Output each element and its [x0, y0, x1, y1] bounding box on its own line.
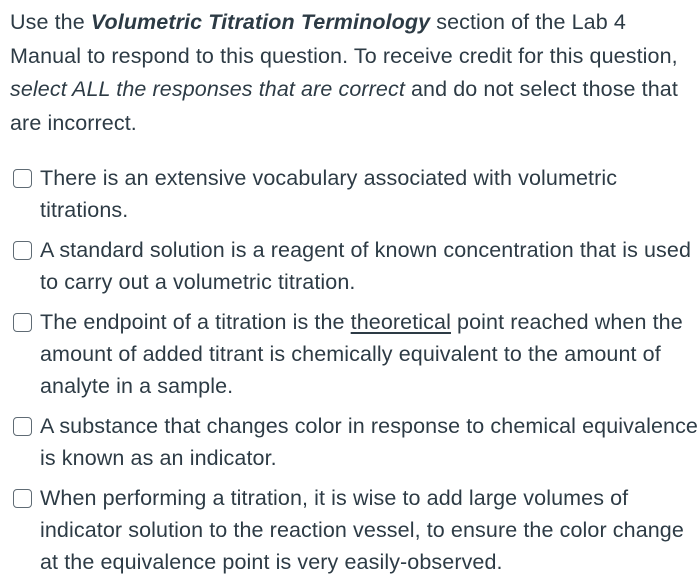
answer-option-4[interactable] [10, 410, 700, 474]
question-prompt [10, 6, 690, 140]
answer-checkbox-5[interactable] [13, 489, 32, 508]
question-instruction: select ALL the responses that are correct [10, 77, 405, 101]
question-section-name: Volumetric Titration Terminology [90, 10, 431, 34]
answer-option-3[interactable] [10, 306, 700, 402]
answer-label-1[interactable]: There is an extensive vocabulary associated with volumetric titrations. [40, 166, 618, 222]
answer-label-3-before: The endpoint of a titration is the [40, 310, 351, 334]
answer-option-1[interactable] [10, 162, 700, 226]
answer-label-3-after: point reached when the amount of added titrant is chemically equivalent to the amount of analyte in a sample. [40, 310, 683, 398]
answer-label-2[interactable]: A standard solution is a reagent of known concentration that is used to carry out a volumetric titration. [40, 238, 692, 294]
answer-option-5[interactable] [10, 482, 700, 578]
answer-label-3[interactable] [40, 306, 700, 402]
answer-label-4[interactable]: A substance that changes color in response to chemical equivalence is known as an indicator. [40, 414, 698, 470]
question-text-part3: and do not select those that are incorrect. [10, 77, 678, 135]
answer-checkbox-4[interactable] [13, 417, 32, 436]
answer-checkbox-1[interactable] [13, 169, 32, 188]
answer-checkbox-3[interactable] [13, 313, 32, 332]
answer-checkbox-2[interactable] [13, 241, 32, 260]
question-text-part1: Use the [10, 10, 91, 34]
answer-label-3-underlined: theoretical [350, 310, 451, 334]
answer-option-2[interactable] [10, 234, 700, 298]
answer-label-5[interactable]: When performing a titration, it is wise to add large volumes of indicator solution to the reaction vessel, to ensure the color change at the equivalence point is very easily-observed. [40, 486, 684, 574]
question-text-part2: section of the Lab 4 Manual to respond to this question. To receive credit for this question, [10, 10, 678, 68]
answer-list [10, 162, 700, 578]
